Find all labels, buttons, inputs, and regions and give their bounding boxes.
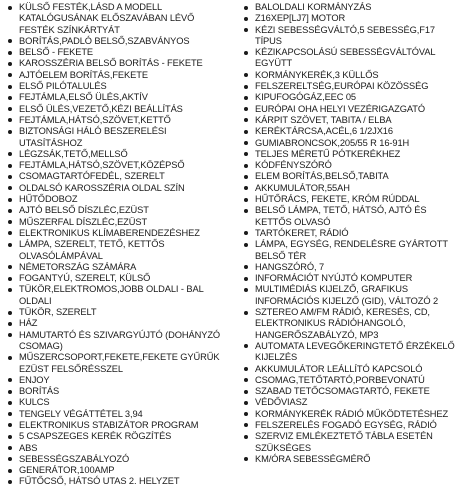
list-item [6, 386, 228, 397]
list-item-text: FEJTÁMLA,HÁTSÓ,SZÖVET,KÖZÉPSŐ [19, 160, 185, 171]
list-item [6, 149, 228, 160]
list-item [242, 284, 464, 307]
bullet-icon [8, 288, 12, 292]
list-item-text: ELEKTRONIKUS STABIZÁTOR PROGRAM [19, 419, 199, 430]
equipment-list-right-column [242, 2, 464, 465]
list-item-text: CSOMAG,TETŐTARTÓ,PORBEVONATÚ [255, 374, 425, 385]
list-item-text: AJTÓ BELSŐ DÍSZLÉC,EZÜST [19, 205, 149, 216]
bullet-icon [244, 311, 248, 315]
bullet-icon [244, 17, 248, 21]
list-item-text: ENJOY [19, 374, 50, 385]
list-item [6, 92, 228, 103]
list-item [242, 397, 464, 408]
bullet-icon [244, 231, 248, 235]
bullet-icon [8, 220, 12, 224]
list-item-text: KORMÁNYKERÉK RÁDIÓ MŰKÖDTETÉSHEZ [255, 408, 449, 419]
list-item-text: KÉZI SEBESSÉGVÁLTÓ,5 SEBESSÉG,F17 TÍPUS [255, 24, 435, 46]
list-item-text: OLDALSÓ KAROSSZÉRIA OLDAL SZÍN [19, 182, 185, 193]
list-item [6, 70, 228, 81]
list-item [6, 36, 228, 47]
bullet-icon [8, 118, 12, 122]
list-item-text: AJTÓELEM BORÍTÁS,FEKETE [19, 69, 148, 80]
list-item-text: ELSŐ ÜLÉS,VEZETŐ,KÉZI BEÁLLÍTÁS [19, 103, 183, 114]
list-item [242, 228, 464, 239]
bullet-icon [244, 243, 248, 247]
list-item-text: TARTÓKERET, RÁDIÓ [255, 227, 349, 238]
list-item-text: 5 CSAPSZEGES KERÉK RÖGZÍTÉS [19, 431, 172, 442]
list-item-text: KAROSSZÉRIA BELSŐ BORÍTÁS - FEKETE [19, 58, 203, 69]
list-item [242, 149, 464, 160]
list-item [6, 307, 228, 318]
bullet-icon [8, 311, 12, 315]
list-item [6, 115, 228, 126]
list-item-text: LÉGZSÁK,TETŐ,MELLSŐ [19, 148, 128, 159]
list-item [242, 307, 464, 341]
bullet-icon [8, 62, 12, 66]
list-item-text: KÓDFÉNYSZÓRÓ [255, 160, 332, 171]
bullet-icon [244, 423, 248, 427]
list-item-text: FEJTÁMLA,HÁTSÓ,SZÖVET,KETTŐ [19, 114, 171, 125]
list-item [242, 13, 464, 24]
bullet-icon [8, 423, 12, 427]
list-item [242, 375, 464, 386]
bullet-icon [244, 457, 248, 461]
bullet-icon [8, 186, 12, 190]
bullet-icon [8, 390, 12, 394]
list-item [6, 476, 228, 487]
list-item-text: GUMIABRONCSOK,205/55 R 16-91H [255, 137, 410, 148]
list-item [6, 217, 228, 228]
list-item-text: VÉDŐVIASZ [255, 397, 308, 408]
bullet-icon [8, 469, 12, 473]
list-item [6, 58, 228, 69]
list-item-text: BIZTONSÁGI HÁLÓ BESZERELÉSI UTASÍTÁSHOZ [19, 126, 167, 148]
list-item [242, 194, 464, 205]
bullet-icon [8, 51, 12, 55]
bullet-icon [244, 175, 248, 179]
bullet-icon [244, 107, 248, 111]
list-item [242, 25, 464, 48]
list-item [242, 126, 464, 137]
bullet-icon [244, 164, 248, 168]
list-item [242, 47, 464, 70]
bullet-icon [8, 152, 12, 156]
list-item-text: FEJTÁMLA,ELSŐ ÜLÉS,AKTÍV [19, 92, 148, 103]
list-item-text: NÉMETORSZÁG SZÁMÁRA [19, 261, 137, 272]
list-item-text: SEBESSÉGSZABÁLYOZÓ [19, 453, 130, 464]
list-item [6, 397, 228, 408]
list-item-text: KÁRPIT SZÖVET, TABITA / ELBA [255, 114, 392, 125]
bullet-icon [8, 435, 12, 439]
list-item [6, 2, 228, 36]
list-item-text: KERÉKTÁRCSA,ACÉL,6 1/2JX16 [255, 126, 393, 137]
list-item [242, 115, 464, 126]
list-item-text: MŰSZERFAL DÍSZLÉC,EZÜST [19, 216, 148, 227]
list-item [6, 81, 228, 92]
list-item-text: TÜKÖR, SZERELT [19, 307, 97, 318]
list-item-text: TENGELY VÉGÁTTÉTEL 3,94 [19, 408, 143, 419]
list-item [242, 273, 464, 284]
list-item [6, 160, 228, 171]
bullet-icon [244, 401, 248, 405]
bullet-icon [244, 390, 248, 394]
list-item [242, 104, 464, 115]
list-item-text: BORÍTÁS,PADLÓ BELSŐ,SZABVÁNYOS [19, 35, 190, 46]
list-item [6, 228, 228, 239]
list-item-text: HAMUTARTÓ ÉS SZIVARGYÚJTÓ (DOHÁNYZÓ CSOMAG) [19, 329, 221, 351]
bullet-icon [8, 412, 12, 416]
bullet-icon [244, 130, 248, 134]
list-item-text: HÁZ [19, 318, 38, 329]
list-item-text: HŰTŐDOBOZ [19, 194, 78, 205]
list-item-text: BELSŐ - FEKETE [19, 47, 94, 58]
list-item [6, 284, 228, 307]
bullet-icon [244, 344, 248, 348]
list-item-text: KÜLSŐ FESTÉK,LÁSD A MODELL KATALÓGUSÁNAK ELŐSZAVÁBAN LÉVŐ FESTÉK SZÍNKÁRTYÁT [19, 2, 195, 35]
list-item-text: AKKUMULÁTOR,55AH [255, 182, 350, 193]
list-item-text: Z16XEP[LJ7] MOTOR [255, 13, 346, 24]
bullet-icon [244, 198, 248, 202]
list-item-text: KORMÁNYKERÉK,3 KÜLLŐS [255, 69, 379, 80]
bullet-icon [244, 186, 248, 190]
list-item [6, 409, 228, 420]
bullet-icon [8, 39, 12, 43]
list-item-text: MŰSZERCSOPORT,FEKETE,FEKETE GYŰRŰK EZÜST FELSŐRÉSSZEL [19, 352, 220, 374]
bullet-icon [8, 265, 12, 269]
list-item [242, 364, 464, 375]
bullet-icon [244, 435, 248, 439]
list-item-text: HANGSZÓRÓ, 7 [255, 261, 325, 272]
bullet-icon [8, 277, 12, 281]
list-item [6, 273, 228, 284]
list-item-text: KM/ÓRA SEBESSÉGMÉRŐ [255, 453, 371, 464]
list-item [6, 420, 228, 431]
bullet-icon [8, 130, 12, 134]
bullet-icon [244, 288, 248, 292]
list-item [6, 205, 228, 216]
list-item-text: FELSZERELTSÉG,EURÓPAI KÖZÖSSÉG [255, 81, 429, 92]
list-item [242, 92, 464, 103]
bullet-icon [244, 28, 248, 32]
bullet-icon [244, 378, 248, 382]
list-item [242, 386, 464, 397]
bullet-icon [244, 96, 248, 100]
bullet-icon [8, 231, 12, 235]
list-item [242, 409, 464, 420]
list-item-text: TÜKÖR,ELEKTROMOS,JOBB OLDALI - BAL OLDALI [19, 284, 204, 306]
list-item [6, 47, 228, 58]
list-item-text: TELJES MÉRETŰ PÓTKERÉKHEZ [255, 148, 401, 159]
list-item-text: SZERVIZ EMLÉKEZTETŐ TÁBLA ESETÉN SZÜKSÉGES [255, 431, 433, 453]
bullet-icon [244, 277, 248, 281]
bullet-icon [8, 378, 12, 382]
list-item-text: FOGANTYÚ, SZERELT, KÜLSŐ [19, 273, 151, 284]
list-item [6, 126, 228, 149]
list-item [6, 352, 228, 375]
bullet-icon [8, 175, 12, 179]
list-item [6, 194, 228, 205]
list-item [242, 171, 464, 182]
bullet-icon [8, 480, 12, 484]
list-item-text: LÁMPA, SZERELT, TETŐ, KETTŐS OLVASÓLÁMPÁVAL [19, 239, 165, 261]
list-item-text: SZTEREO AM/FM RÁDIÓ, KERESÉS, CD, ELEKTRONIKUS RÁDIÓHANGOLÓ, HANGERŐSZABÁLYZÓ, MP3 [255, 307, 430, 340]
list-item-text: ELEM BORÍTÁS,BELSŐ,TABITA [255, 171, 389, 182]
list-item [242, 239, 464, 262]
list-item [6, 183, 228, 194]
list-item-text: EURÓPAI OHA HELYI VEZÉRIGAZGATÓ [255, 103, 425, 114]
bullet-icon [8, 457, 12, 461]
bullet-icon [8, 446, 12, 450]
list-item [242, 2, 464, 13]
bullet-icon [8, 401, 12, 405]
list-item-text: AKKUMULÁTOR LEÁLLÍTÓ KAPCSOLÓ [255, 363, 423, 374]
list-item [242, 262, 464, 273]
bullet-icon [244, 412, 248, 416]
list-item-text: GENERÁTOR,100AMP [19, 465, 115, 476]
list-item-text: BALOLDALI KORMÁNYZÁS [255, 2, 372, 12]
bullet-icon [8, 209, 12, 213]
list-item [242, 160, 464, 171]
bullet-icon [244, 265, 248, 269]
bullet-icon [244, 6, 248, 10]
list-item-text: KÉZIKAPCSOLÁSÚ SEBESSÉGVÁLTÓVAL EGYÜTT [255, 47, 436, 69]
bullet-icon [8, 73, 12, 77]
list-item [242, 431, 464, 454]
list-item-text: ELSŐ PILÓTALULÉS [19, 81, 107, 92]
bullet-icon [244, 209, 248, 213]
bullet-icon [244, 85, 248, 89]
list-item [6, 443, 228, 454]
bullet-icon [8, 322, 12, 326]
list-item-text: LÁMPA, EGYSÉG, RENDELÉSRE GYÁRTOTT BELSŐ TÉR [255, 239, 448, 261]
list-item [242, 205, 464, 228]
list-item-text: FŰTŐCSŐ, HÁTSÓ UTAS 2. HELYZET [19, 476, 180, 487]
bullet-icon [244, 73, 248, 77]
bullet-icon [8, 333, 12, 337]
list-item-text: ABS [19, 442, 38, 453]
list-item [242, 138, 464, 149]
equipment-list-left-column [6, 2, 228, 488]
list-item [6, 454, 228, 465]
bullet-icon [8, 85, 12, 89]
list-item-text: KIPUFOGÓGÁZ,EEC 05 [255, 92, 357, 103]
list-item-text: KULCS [19, 397, 50, 408]
bullet-icon [8, 107, 12, 111]
list-item-text: AUTOMATA LEVEGŐKERINGTETŐ ÉRZÉKELŐ KIJELZÉS [255, 340, 455, 363]
bullet-icon [8, 198, 12, 202]
bullet-icon [244, 141, 248, 145]
bullet-icon [244, 51, 248, 55]
list-item [242, 454, 464, 465]
list-item [6, 375, 228, 386]
list-item-text: SZABAD TETŐCSOMAGTARTÓ, FEKETE [255, 386, 430, 397]
list-item [6, 104, 228, 115]
list-item [242, 183, 464, 194]
list-item-text: BORÍTÁS [19, 386, 60, 397]
list-item-text: INFORMÁCIÓT NYÚJTÓ KOMPUTER [255, 273, 413, 284]
list-item-text: ELEKTRONIKUS KLÍMABERENDEZÉSHEZ [19, 227, 200, 238]
list-item [6, 330, 228, 353]
list-item [242, 81, 464, 92]
bullet-icon [8, 356, 12, 360]
list-item-text: HŰTŐRÁCS, FEKETE, KRÓM RÚDDAL [255, 194, 420, 205]
bullet-icon [244, 118, 248, 122]
list-item [6, 171, 228, 182]
bullet-icon [8, 164, 12, 168]
bullet-icon [8, 6, 12, 10]
list-item-text: MULTIMÉDIÁS KIJELZŐ, GRAFIKUS INFORMÁCIÓS KIJELZŐ (GID), VÁLTOZÓ 2 [255, 284, 439, 306]
list-item [242, 70, 464, 81]
bullet-icon [8, 243, 12, 247]
list-item [6, 465, 228, 476]
list-item [6, 262, 228, 273]
list-item [6, 431, 228, 442]
bullet-icon [244, 367, 248, 371]
bullet-icon [8, 96, 12, 100]
list-item [242, 341, 464, 364]
list-item [6, 318, 228, 329]
list-item-text: CSOMAGTARTÓFEDÉL, SZERELT [19, 171, 165, 182]
list-item [6, 239, 228, 262]
list-item [242, 420, 464, 431]
bullet-icon [244, 152, 248, 156]
list-item-text: BELSŐ LÁMPA, TETŐ, HÁTSÓ, AJTÓ ÉS KETTŐS OLVASÓ [255, 205, 427, 227]
list-item-text: FELSZERELÉS FOGADÓ EGYSÉG, RÁDIÓ [255, 419, 437, 430]
